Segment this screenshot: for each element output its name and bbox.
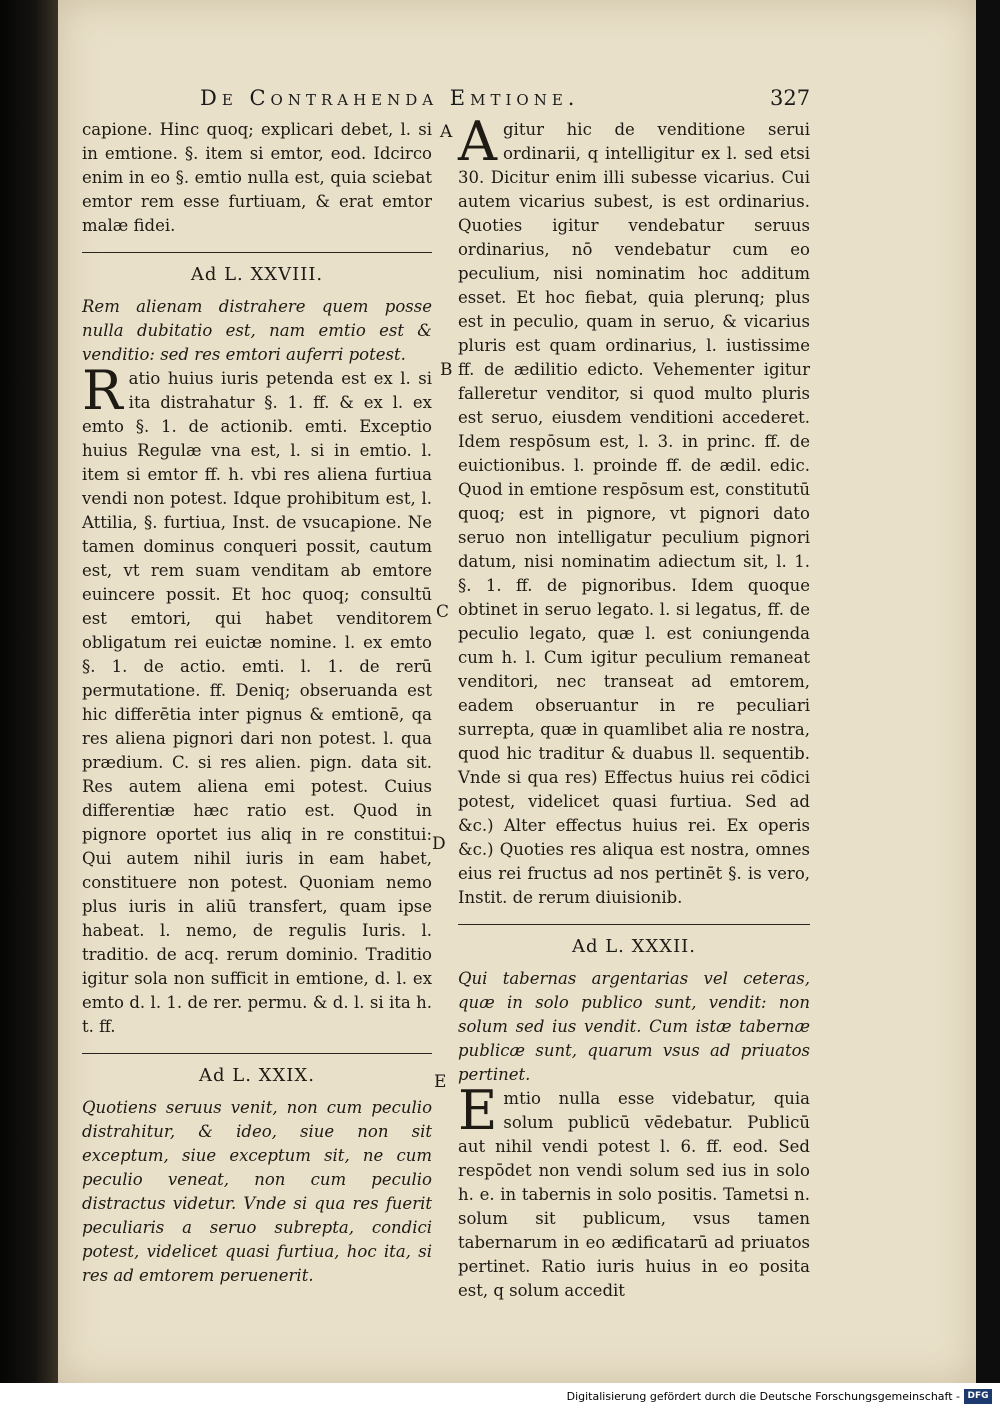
dropcap-a: A <box>458 110 497 173</box>
book-spine <box>0 0 58 1383</box>
right-body-2-text: mtio nulla esse videbatur, quia solum publicū vēdebatur. Publicū aut nihil vendi potest l. 6. ff. eod. Sed respōdet non vendi solum sed ius in solo h. e. in tabernis in solo positis. Tametsi n. solum sit publicum, vsus tamen tabernarum in eo ædificatarū ad priuatos pertinet. Ratio iuris huius in eo posita est, q solum accedit <box>458 1089 810 1300</box>
section-heading-xxxii: Ad L. XXXII. <box>571 936 697 957</box>
section-body-text: atio huius iuris petenda est ex l. si ita distrahatur §. 1. ff. & ex l. ex emto §. 1. de actionib. emti. Exceptio huius Regulæ vna est, l. si in emtio. l. item si emtor ff. h. vbi res aliena furtiua vendi non potest. Idque prohibitum est, l. Attilia, §. furtiua, Inst. de vsucapione. Ne tamen dominus conqueri possit, cautum est, vt rem suam venditam ab emtore euincere possit. Et hoc quoq; consultū est emtori, qui habet venditorem obligatum rei euictæ nomine. l. ex emto §. 1. de actio. emti. l. 1. de rerū permutatione. ff. Deniq; obseruanda est hic differētia inter pignus & emtionē, qa res aliena pignori dari non potest. l. qua prædium. C. si res alien. pign. data sit. Res autem aliena emi potest. Cuius differentiæ hæc ratio est. Quod in pignore oportet ius aliq in re constitui: Qui autem nihil iuris in eam habet, constituere non potest. Quoniam nemo plus iuris in aliū transfert, quam ipse habeat. l. nemo, de regulis Iuris. l. traditio. de acq. rerum dominio. Traditio igitur sola non sufficit in emtione, d. l. ex emto d. l. 1. de rer. permu. & d. l. si ita h. t. ff. <box>82 369 432 1036</box>
section-summary-xxviii: Rem alienam distrahere quem posse nulla dubitatio est, nam emtio est & venditio: sed res emtori auferri potest. <box>82 297 432 364</box>
margin-letter-d: D <box>432 834 446 854</box>
section-summary-xxix: Quotiens seruus venit, non cum peculio distrahitur, & ideo, siue non sit exceptum, siue exceptum sit, ne cum peculio veneat, non cum peculio distractus videtur. Vnde si qua res fuerit peculiaris a seruo subrepta, condici potest, videlicet quasi furtiua, hoc ita, si res ad emtorem peruenerit. <box>82 1098 432 1285</box>
section-divider <box>458 924 810 925</box>
section-heading-xxviii: Ad L. XXVIII. <box>190 264 324 285</box>
right-body-1-text: gitur hic de venditione serui ordinarii, q intelligitur ex l. sed etsi 30. Dicitur enim illi subesse vicarius. Cui autem vicarius subest, is est ordinarius. Quoties igitur vendebatur seruus ordinarius, nō vendebatur cum eo peculium, nisi nominatim hoc additum esset. Et hoc fiebat, quia plerunq; plus est in peculio, quam in seruo, & vicarius pluris est quam ordinarius, l. iustissime ff. de ædilitio edicto. Vehementer igitur falleretur venditor, si quod multo pluris est seruo, eiusdem venditioni accederet. Idem respōsum est, l. 3. in princ. ff. de euictionibus. l. proinde ff. de ædil. edic. Quod in emtione respōsum est, constitutū quoq; est in pignore, vt pignori dato seruo non intelligatur peculium pignori datum, nisi nominatim adiectum sit, l. 1. §. 1. ff. de pignoribus. Idem quoque obtinet in seruo legato. l. si legatus, ff. de peculio legato, quæ l. est coniungenda cum h. l. Cum igitur peculium remaneat venditori, nec transeat ad emtorem, eadem obseruantur in re peculiari surrepta, quæ in quamlibet alia re nostra, quod hic traditur & duabus ll. sequentib. Vnde si qua res) Effectus huius rei cōdici potest, videlicet quasi furtiua. Sed ad &c.) Alter effectus huius rei. Ex operis &c.) Quoties res aliqua est nostra, omnes eius rei fructus ad nos pertinēt §. is vero, Instit. de rerum diuisionib. <box>458 120 810 907</box>
section-heading-xxix: Ad L. XXIX. <box>199 1065 315 1086</box>
page-number: 327 <box>770 86 811 110</box>
section-divider <box>82 1053 432 1054</box>
right-column <box>458 110 810 1303</box>
dfg-logo: DFG <box>964 1389 992 1404</box>
left-column <box>82 118 432 1288</box>
left-intro-text: capione. Hinc quoq; explicari debet, l. si in emtione. §. item si emtor, eod. Idcirco enim in eo §. emtio nulla est, quia sciebat emtor rem esse furtiuam, & erat emtor malæ fidei. <box>82 120 432 235</box>
section-body-xxviii <box>82 359 432 1039</box>
margin-letter-e: E <box>434 1072 447 1092</box>
margin-letter-a: A <box>440 122 453 142</box>
dropcap-e: E <box>458 1079 498 1142</box>
right-body-1 <box>458 110 810 910</box>
footer-credit: Digitalisierung gefördert durch die Deutsche Forschungsgemeinschaft - <box>566 1390 960 1403</box>
footer-bar <box>0 1383 1000 1412</box>
running-header: De Contrahenda Emtione. <box>200 86 580 110</box>
section-summary-xxxii: Qui tabernas argentarias vel ceteras, quæ in solo publico sunt, vendit: non solum sed ius vendit. Cum istæ tabernæ publicæ sunt, quarum vsus ad priuatos pertinet. <box>458 969 810 1084</box>
dropcap-r: R <box>82 359 123 422</box>
right-body-2 <box>458 1079 810 1303</box>
margin-letter-c: C <box>436 602 450 622</box>
section-divider <box>82 252 432 253</box>
margin-letter-b: B <box>440 360 453 380</box>
